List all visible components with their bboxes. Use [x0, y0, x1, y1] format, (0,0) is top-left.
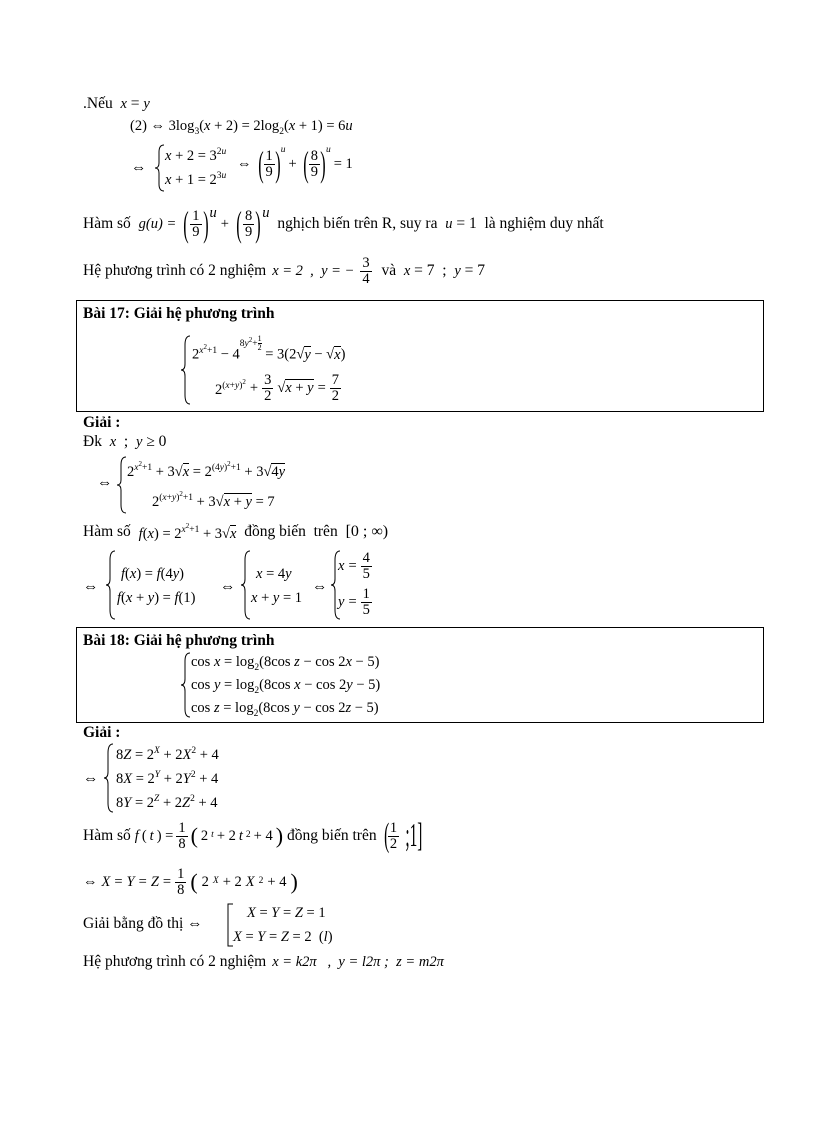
left-brace-icon: [181, 335, 191, 405]
intro-solutions-line: Hệ phương trình có 2 nghiệm x = 2 , y = − $\frac{3}{4}$ và x = 7 ; y = 7: [83, 255, 486, 287]
problem-18-final-line: Hệ phương trình có 2 nghiệm x = k2π , y = l2π ; z = m2π: [83, 953, 444, 970]
problem-17-title: Bài 17: Giải hệ phương trình: [83, 305, 275, 322]
left-brace-icon: [155, 144, 165, 192]
left-brace-icon: [117, 456, 127, 514]
problem-18-sys1: $8Z = 2^X + 2X^2 + 4$: [116, 746, 219, 763]
problem-17-step-b1: x = 4y: [256, 566, 292, 582]
problem-18-solution-heading: Giải :: [83, 724, 121, 741]
problem-17-sys2: $2^{(x+y)^2+1} + 3√x + y = 7$: [152, 490, 275, 510]
left-brace-icon: [104, 743, 114, 813]
problem-17-step-c1: x = 4 5: [338, 550, 370, 582]
case-line: .Nếu x = y: [83, 95, 150, 112]
equivalence-arrow: ⇔: [131, 159, 147, 176]
equivalence-arrow: ⇔: [97, 474, 113, 491]
problem-18-monotonic-line: Hàm số f ( t ) = 1 8 ( 2 t + 2 t 2 + 4 ) đồng biến trên ( 1 2 ;1]: [83, 817, 423, 854]
equivalence-arrow: ⇔: [312, 578, 328, 595]
problem-17-step-a1: f(x) = f(4y): [121, 566, 184, 582]
g-monotonic-line: Hàm số g(u) = ( 1 9 ) u + ( 8 9 ) u nghịch biến trên R, suy ra u = 1 là nghiệm duy nhất: [83, 204, 604, 244]
final-prefix: Hệ phương trình có 2 nghiệm: [83, 953, 267, 970]
log-equation: (2) ⇔ $3\log_3(x + 2) = 2\log_2(x + 1) = 6u$: [130, 118, 353, 137]
problem-18-eq2: $\cos y = \log_2(8\cos$ x − cos 2y − 5): [191, 677, 381, 696]
system-eq-b: $x + 1 = 2^{3u}$: [165, 171, 227, 188]
problem-17-monotonic-line: Hàm số $f(x) = 2^{x^2+1} + 3√x$ đồng biến trên [0 ; ∞): [83, 522, 389, 542]
problem-17-step-b2: x + y = 1: [251, 590, 302, 606]
graph-case-2: X = Y = Z = 2 (l): [233, 929, 333, 945]
problem-17-sys1: $2^{x^2+1} + 3√x = 2^{(4y)^2+1} + 3√4y$: [127, 460, 286, 480]
equivalence-arrow: ⇔: [83, 578, 99, 595]
solutions-prefix: Hệ phương trình có 2 nghiệm: [83, 262, 267, 280]
problem-17-condition: Đk x ; y ≥ 0: [83, 433, 167, 450]
left-brace-icon: [241, 550, 251, 620]
left-brace-icon: [181, 652, 191, 718]
problem-17-step-c2: y = 1 5: [338, 586, 370, 618]
problem-17-solution-heading: Giải :: [83, 414, 121, 431]
f-line-prefix: Hàm số: [83, 827, 131, 845]
problem-18-title: Bài 18: Giải hệ phương trình: [83, 632, 275, 649]
problem-17-eq1: $2^{x^2+1} - 4^{8y^2+ \frac{1}{2}}$ = 3(2√y − √x): [192, 334, 346, 363]
problem-18-sys3: $8Y = 2^Z + 2Z^2 + 4$: [116, 794, 218, 811]
equivalence-arrow: ⇔: [83, 770, 99, 787]
graph-case-1: X = Y = Z = 1: [247, 905, 326, 921]
problem-18-eq1: $\cos x = \log_2(8\cos$ z − cos 2x − 5): [191, 654, 380, 673]
equivalence-arrow: ⇔: [220, 578, 236, 595]
system-eq-a: $x + 2 = 3^{2u}$: [165, 147, 227, 164]
problem-18-sys2: $8X = 2^Y + 2Y^2 + 4$: [116, 770, 219, 787]
problem-17-step-a2: f(x + y) = f(1): [117, 590, 196, 606]
problem-17-eq2: $2^{(x+y)^2}$ + $\frac{3}{2}$ √x + y = $\frac{7}{2}$: [215, 372, 340, 404]
graph-solve-prefix: Giải bằng đồ thị ⇔: [83, 915, 203, 932]
problem-18-equal-line: ⇔ X = Y = Z = 1 8 ( 2 X + 2 X 2 + 4 ): [83, 866, 298, 898]
f-line-text: đồng biến trên: [287, 827, 377, 845]
left-brace-icon: [106, 550, 116, 620]
power-sum-equation: ⇔ ( 1 9 ) $^u$ + ( 8 9 ) $^u$ = 1: [237, 144, 353, 184]
problem-18-eq3: $\cos z = \log_2(8\cos$ y − cos 2z − 5): [191, 700, 379, 719]
